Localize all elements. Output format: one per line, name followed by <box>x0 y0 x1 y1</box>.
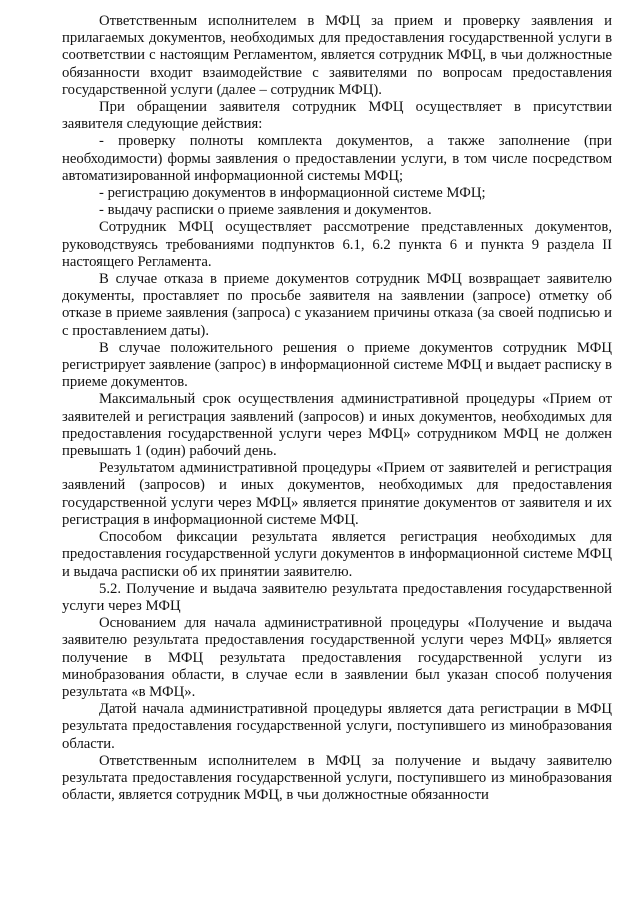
paragraph-positive-decision: В случае положительного решения о приеме документов сотрудник МФЦ регистрирует заявление (запрос) в информационной системе МФЦ и выдает расписку в приеме документов. <box>62 339 612 391</box>
paragraph-procedure-basis: Основанием для начала административной процедуры «Получение и выдача заявителю результата предоставления государственной услуги через МФЦ» является получение в МФЦ результата предоставления государственной услуги из минобразования области, в случае если в заявлении был указан способ получения результата «в МФЦ». <box>62 615 612 700</box>
paragraph-max-duration: Максимальный срок осуществления административной процедуры «Прием от заявителей и регистрация заявлений (запросов) и иных документов, необходимых для предоставления государственной услуги через МФЦ» сотрудником МФЦ не должен превышать 1 (один) рабочий день. <box>62 391 612 460</box>
list-item-register-documents: - регистрацию документов в информационной системе МФЦ; <box>99 185 486 202</box>
paragraph-responsible-issuer: Ответственным исполнителем в МФЦ за получение и выдачу заявителю результата предоставления государственной услуги, поступившего из минобразования области, является сотрудник МФЦ, в чьи должностные обязанности <box>62 752 612 804</box>
section-heading-5-2: 5.2. Получение и выдача заявителю результата предоставления государственной услуги через МФЦ <box>62 580 612 614</box>
paragraph-procedure-result: Результатом административной процедуры «Прием от заявителей и регистрация заявлений (запросов) и иных документов, необходимых для предоставления государственной услуги через МФЦ» является принятие документов от заявителя и их регистрация в информационной системе МФЦ. <box>62 460 612 528</box>
paragraph-applicant-visit: При обращении заявителя сотрудник МФЦ осуществляет в присутствии заявителя следующие действия: <box>62 99 612 133</box>
list-item-check-documents: - проверку полноты комплекта документов, а также заполнение (при необходимости) формы заявления о предоставлении услуги, в том числе посредством автоматизированной информационной системы МФЦ; <box>62 133 612 184</box>
list-item-issue-receipt: - выдачу расписки о приеме заявления и документов. <box>99 202 432 219</box>
paragraph-start-date: Датой начала административной процедуры является дата регистрации в МФЦ результата предоставления государственной услуги, поступившего из минобразования области. <box>62 701 612 752</box>
paragraph-refusal: В случае отказа в приеме документов сотрудник МФЦ возвращает заявителю документы, проставляет по просьбе заявителя на заявлении (запросе) отметку об отказе в приеме заявления (запроса) с указанием причины отказа (за своей подписью и с проставлением даты). <box>62 271 612 339</box>
paragraph-document-review: Сотрудник МФЦ осуществляет рассмотрение представленных документов, руководствуясь требованиями подпунктов 6.1, 6.2 пункта 6 и пункта 9 раздела II настоящего Регламента. <box>62 219 612 270</box>
paragraph-responsible-executor: Ответственным исполнителем в МФЦ за прием и проверку заявления и прилагаемых документов, необходимых для предоставления государственной услуги в соответствии с настоящим Регламентом, является сотрудник МФЦ, в чьи должностные обязанности входит взаимодействие с заявителями по вопросам предоставления государственной услуги (далее – сотрудник МФЦ). <box>62 13 612 98</box>
paragraph-fixation-method: Способом фиксации результата является регистрация необходимых для предоставления государственной услуги документов в информационной системе МФЦ и выдача расписки об их принятии заявителю. <box>62 529 612 580</box>
